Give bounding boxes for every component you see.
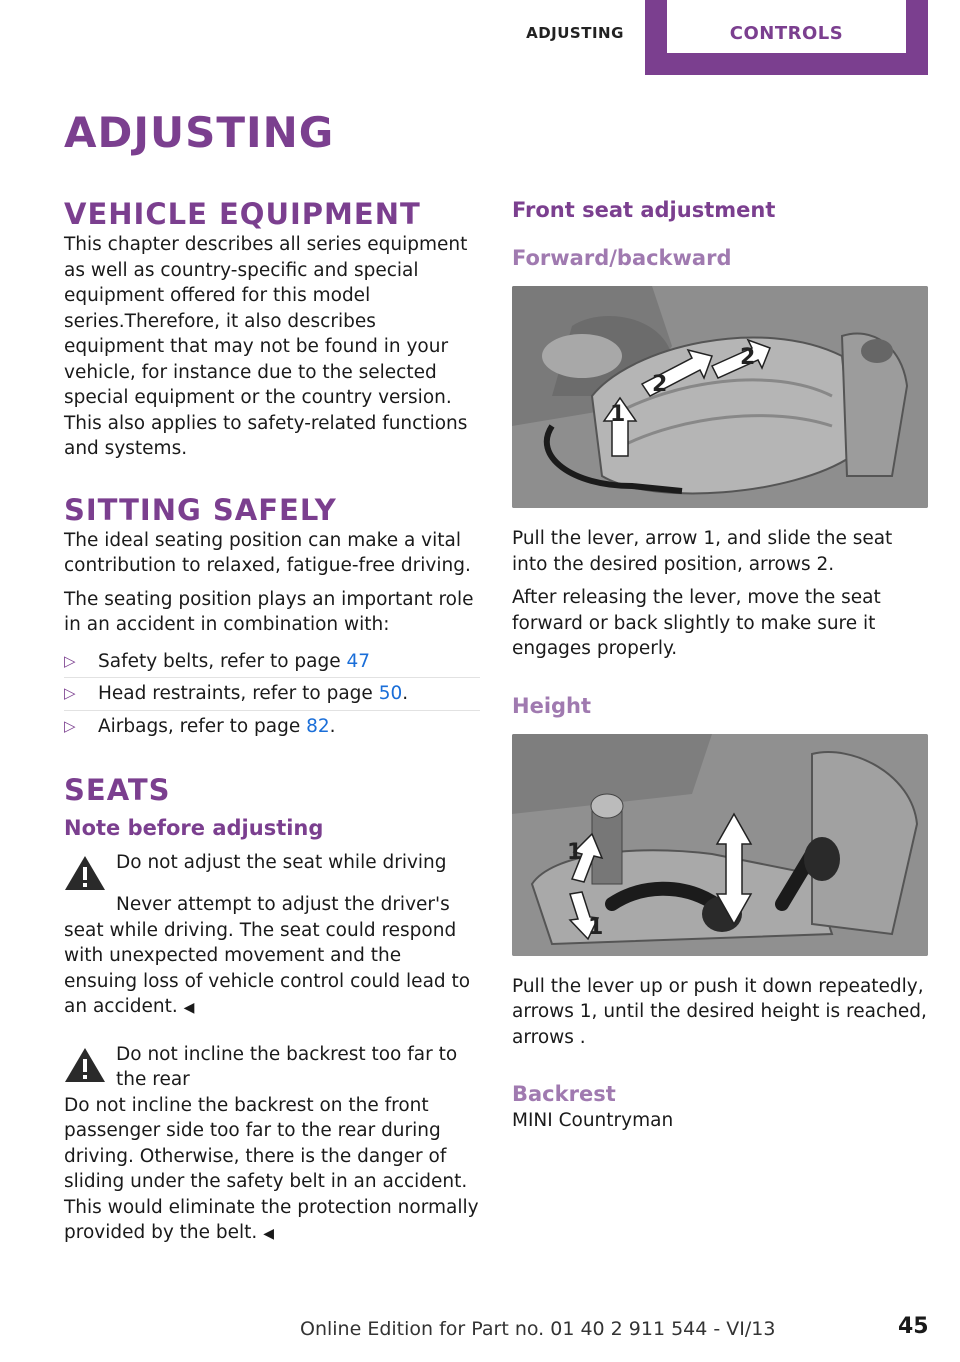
height-text: Pull the lever up or push it down repeatedly, arrows 1, until the desired height is reached, arrows . <box>512 975 927 1048</box>
end-mark-icon: ◀ <box>183 1000 195 1016</box>
end-mark-icon: ◀ <box>263 1226 274 1242</box>
list-item-text: Safety belts, refer to page <box>98 650 347 672</box>
right-column <box>512 196 928 1142</box>
arrow-label-2: 2 <box>652 372 668 397</box>
page-number: 45 <box>898 1314 929 1339</box>
header-tab-label: CONTROLS <box>667 0 906 53</box>
safety-list <box>64 646 480 743</box>
arrow-label-2b: 2 <box>740 345 756 370</box>
page-link-50[interactable]: 50 <box>378 683 403 704</box>
left-column <box>64 196 480 1256</box>
seats-heading: SEATS <box>64 773 171 807</box>
note-before-adjusting-heading: Note before adjusting <box>64 816 324 840</box>
backrest-text: MINI Countryman <box>512 1110 674 1131</box>
warning-block-2 <box>64 1042 480 1093</box>
header-tab <box>645 0 928 75</box>
backrest-heading: Backrest <box>512 1082 616 1106</box>
list-item <box>64 646 480 679</box>
page-link-82[interactable]: 82 <box>306 715 330 737</box>
sitting-safely-heading: SITTING SAFELY <box>64 492 337 527</box>
warning-triangle-icon <box>64 854 106 892</box>
seat-height-image <box>512 734 928 956</box>
page-link-47[interactable]: 47 <box>346 650 371 672</box>
edition-footer: Online Edition for Part no. 01 40 2 911 544 - VI/13 <box>300 1318 776 1340</box>
header-section-label: ADJUSTING <box>526 24 624 42</box>
sitting-safely-p1: The ideal seating position can make a vital contribution to relaxed, fatigue-free driving. <box>64 529 471 576</box>
warning-2-title: Do not incline the backrest too far to the rear <box>116 1043 458 1090</box>
vehicle-equipment-heading: VEHICLE EQUIPMENT <box>64 197 421 231</box>
warning-1-body: Never attempt to adjust the driver's seat while driving. The seat could respond with unexpected movement and the ensuing loss of vehicle control could lead to an accident. ◀ <box>64 894 471 1017</box>
triangle-bullet-icon: ▷ <box>64 651 76 670</box>
list-item-text: Airbags, refer to page <box>98 715 307 737</box>
list-item: ▷ Airbags, refer to page 82. <box>64 711 480 743</box>
sitting-safely-p2: The seating position plays an important role in an accident in combination with: <box>64 588 474 635</box>
vehicle-equipment-text: This chapter describes all series equipment as well as country-specific and special equipment offered for this model series.Therefore, it also describes equipment that may not be found in your vehicle, for instance due to the selected special equipment or the country version. This also applies to safety-related functions and systems. <box>64 234 468 459</box>
forward-backward-p2: After releasing the lever, move the seat forward or back slightly to make sure it engages properly. <box>512 587 881 659</box>
list-item: ▷ Head restraints, refer to page 50. <box>64 678 480 711</box>
triangle-bullet-icon: ▷ <box>64 716 76 735</box>
chapter-title: ADJUSTING <box>64 108 335 157</box>
list-item-text: Head restraints, refer to page <box>98 683 379 704</box>
arrow-label-1b: 1 <box>588 914 604 940</box>
forward-backward-p1: Pull the lever, arrow 1, and slide the seat into the desired position, arrows 2. <box>512 528 893 575</box>
triangle-bullet-icon: ▷ <box>64 684 76 702</box>
warning-2-body: Do not incline the backrest on the front passenger side too far to the rear during driving. Otherwise, there is the danger of sliding under the safety belt in an accident. This would eliminate the protection normally provided by the belt. ◀ <box>64 1094 479 1243</box>
warning-triangle-icon <box>64 1046 106 1084</box>
front-seat-adjustment-heading: Front seat adjustment <box>512 198 776 222</box>
forward-backward-heading: Forward/backward <box>512 246 732 270</box>
warning-block-1 <box>64 850 480 892</box>
arrow-label-1: 1 <box>610 402 626 427</box>
warning-1-title: Do not adjust the seat while driving <box>116 852 447 873</box>
arrow-label-1a: 1 <box>567 839 583 865</box>
seat-forward-backward-image <box>512 286 928 508</box>
height-heading: Height <box>512 693 592 718</box>
